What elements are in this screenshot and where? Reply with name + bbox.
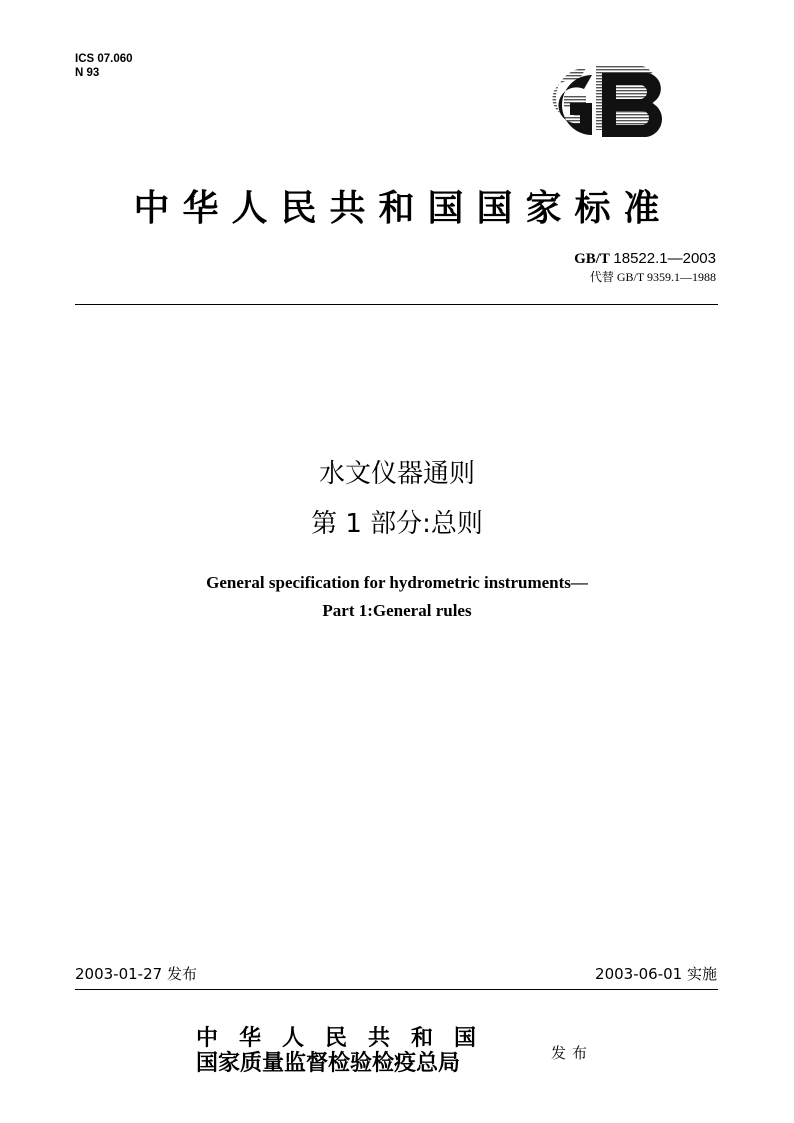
national-standard-title: 中华人民共和国国家标准 — [133, 187, 673, 229]
gb-logo-text: GB — [524, 63, 526, 64]
footer-divider — [75, 989, 718, 990]
header-divider — [75, 304, 718, 305]
issuer-line2: 国家质量监督检验检疫总局 — [196, 1050, 461, 1076]
ics-code: ICS 07.060 — [75, 53, 133, 65]
issuer-block — [196, 1026, 497, 1076]
chinese-title-line1: 水文仪器通则 — [318, 459, 475, 489]
publish-label: 发布 — [551, 1044, 594, 1062]
replaces-standard: 代替 GB/T 9359.1—1988 — [589, 270, 716, 284]
effective-date: 2003-06-01 实施 — [595, 965, 717, 983]
standard-number-block — [574, 250, 716, 285]
standard-prefix: GB/T — [574, 251, 610, 267]
gb-logo — [524, 63, 666, 139]
english-title-line2: Part 1:General rules — [322, 601, 472, 620]
issuer-line1: 中华人民共和国 — [196, 1025, 498, 1051]
standard-code: 18522.1—2003 — [613, 250, 716, 267]
classification-codes — [75, 52, 133, 80]
category-code: N 93 — [75, 67, 100, 79]
issue-date: 2003-01-27 发布 — [75, 965, 197, 983]
english-title-line1: General specification for hydrometric instruments— — [206, 573, 588, 592]
chinese-title-line2: 第 1 部分:总则 — [311, 509, 483, 539]
standard-number — [574, 250, 716, 268]
